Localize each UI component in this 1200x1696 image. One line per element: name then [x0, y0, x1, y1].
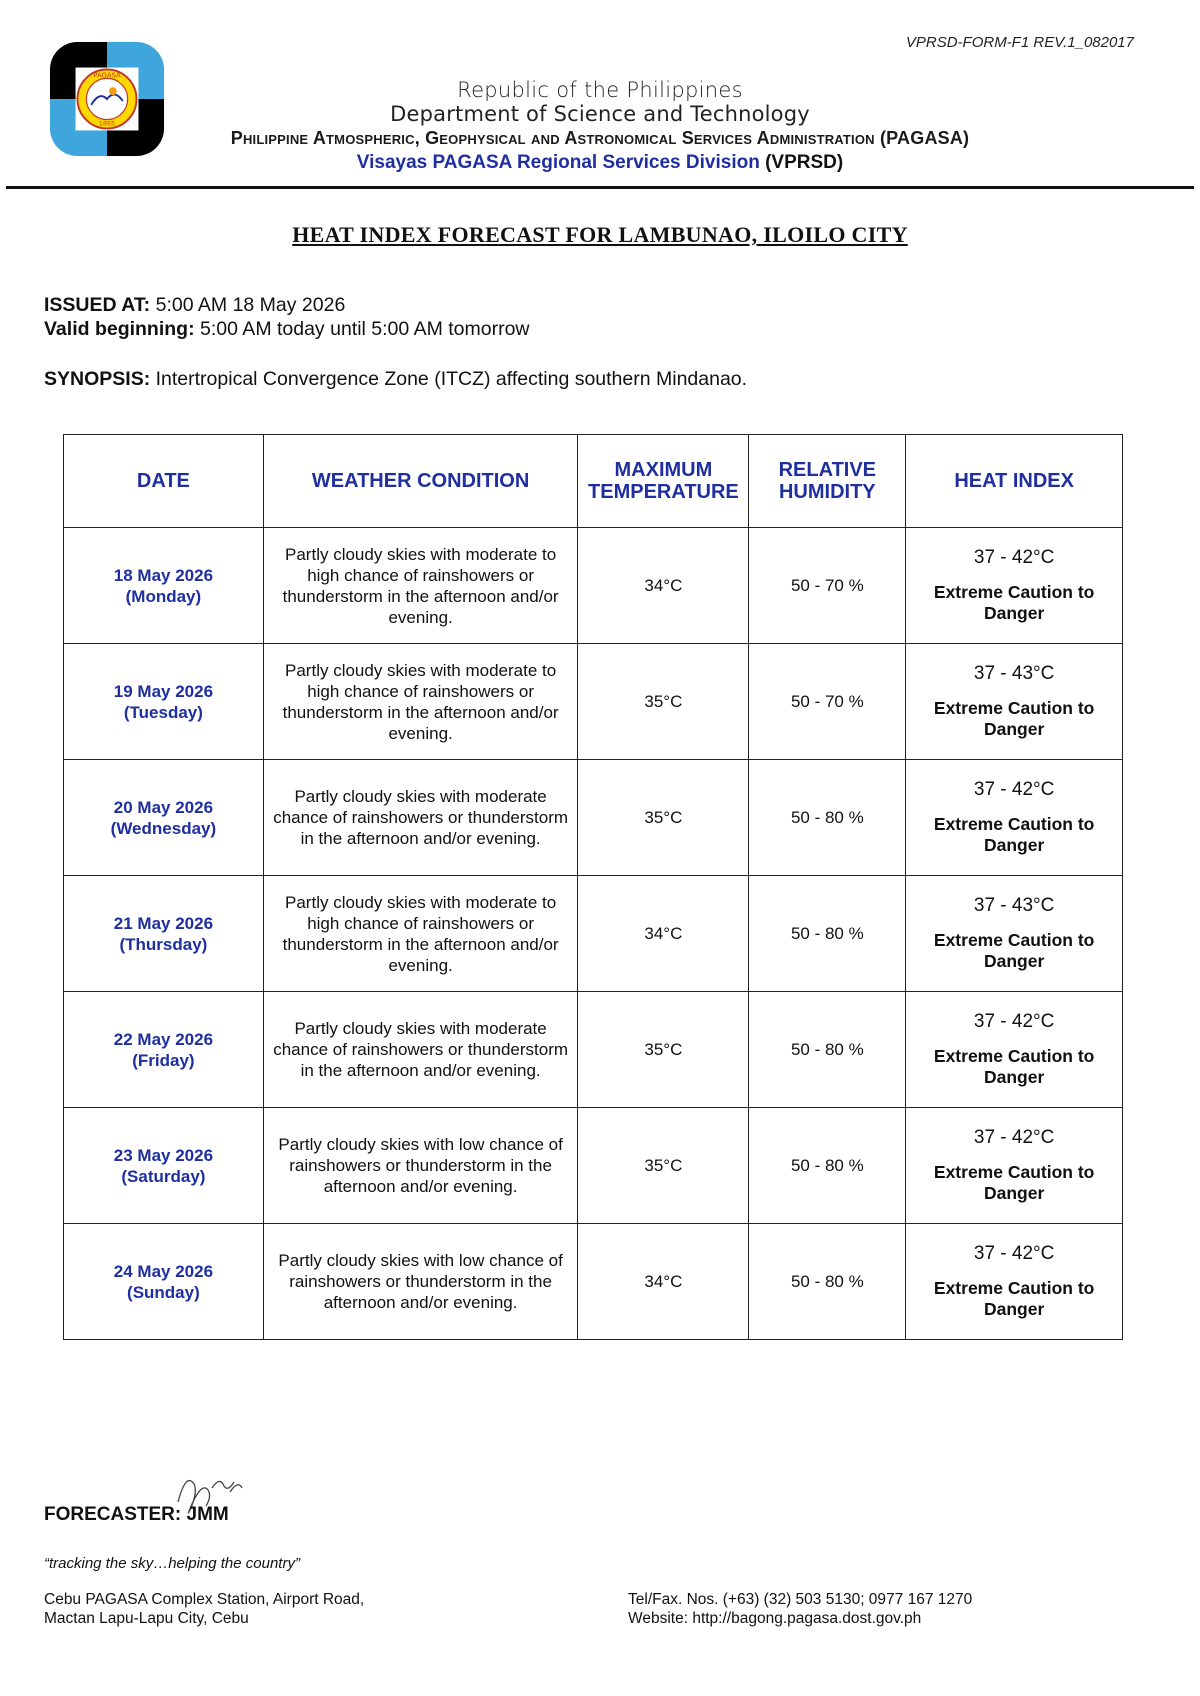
- heat-index-value: 37 - 43°C: [973, 895, 1055, 916]
- day-text: (Wednesday): [110, 818, 217, 838]
- day-text: (Tuesday): [123, 702, 203, 722]
- form-code: VPRSD-FORM-F1 REV.1_082017: [905, 34, 1134, 51]
- date-cell: [64, 1108, 264, 1224]
- date-cell: [64, 644, 264, 760]
- day-text: (Monday): [125, 586, 202, 606]
- condition-cell: Partly cloudy skies with moderate chance of rainshowers or thunderstorm in the afternoon and/or evening.: [263, 760, 578, 876]
- heat-index-value: 37 - 42°C: [973, 1011, 1055, 1032]
- heat-index-cell: [906, 760, 1123, 876]
- logo-text-bottom: 1865: [98, 119, 116, 128]
- heat-index-class: Extreme Caution to Danger: [933, 1278, 1095, 1319]
- heat-index-class: Extreme Caution to Danger: [933, 930, 1095, 971]
- heat-index-cell: [906, 644, 1123, 760]
- synopsis-label: SYNOPSIS:: [44, 368, 151, 390]
- table-row: [64, 644, 1123, 760]
- table-row: [64, 528, 1123, 644]
- day-text: (Sunday): [127, 1282, 200, 1302]
- heat-index-value: 37 - 42°C: [973, 1243, 1055, 1264]
- header-divider: [6, 186, 1194, 189]
- address-line-1: Cebu PAGASA Complex Station, Airport Road,: [44, 1591, 365, 1608]
- col-header-max-temp: [578, 435, 749, 528]
- date-text: 22 May 2026: [113, 1029, 214, 1049]
- date-text: 19 May 2026: [113, 681, 214, 701]
- contact: [628, 1590, 972, 1628]
- rh-cell: 50 - 80 %: [749, 760, 906, 876]
- heat-index-cell: [906, 1224, 1123, 1340]
- date-text: 23 May 2026: [113, 1145, 214, 1165]
- date-text: 20 May 2026: [113, 797, 214, 817]
- contact-line-2: Website: http://bagong.pagasa.dost.gov.ph: [628, 1610, 922, 1627]
- max-temp-cell: 34°C: [578, 1224, 749, 1340]
- header-line-4: [150, 152, 1050, 174]
- date-cell: [64, 760, 264, 876]
- max-temp-cell: 35°C: [578, 1108, 749, 1224]
- day-text: (Friday): [132, 1050, 195, 1070]
- heat-index-cell: [906, 1108, 1123, 1224]
- header-line-3: Philippine Atmospheric, Geophysical and Astronomical Services Administration (PAGASA): [230, 128, 970, 148]
- max-temp-cell: 35°C: [578, 992, 749, 1108]
- logo-text-top: PAGASA: [93, 71, 121, 80]
- condition-cell: Partly cloudy skies with low chance of rainshowers or thunderstorm in the afternoon and/or evening.: [263, 1224, 578, 1340]
- pagasa-logo: [48, 40, 166, 158]
- rh-cell: 50 - 80 %: [749, 876, 906, 992]
- synopsis-value: Intertropical Convergence Zone (ITCZ) affecting southern Mindanao.: [155, 368, 748, 390]
- heat-index-class: Extreme Caution to Danger: [933, 582, 1095, 623]
- max-temp-cell: 34°C: [578, 528, 749, 644]
- table-row: [64, 1224, 1123, 1340]
- rh-cell: 50 - 80 %: [749, 1224, 906, 1340]
- forecaster: FORECASTER: JMM: [44, 1504, 229, 1525]
- table-row: [64, 1108, 1123, 1224]
- document-title: HEAT INDEX FORECAST FOR LAMBUNAO, ILOILO CITY: [292, 222, 908, 247]
- day-text: (Thursday): [119, 934, 208, 954]
- issued-label: ISSUED AT:: [44, 294, 151, 316]
- rh-cell: 50 - 80 %: [749, 992, 906, 1108]
- condition-cell: Partly cloudy skies with moderate chance of rainshowers or thunderstorm in the afternoon and/or evening.: [263, 992, 578, 1108]
- heat-index-class: Extreme Caution to Danger: [933, 814, 1095, 855]
- date-text: 24 May 2026: [113, 1261, 214, 1281]
- table-row: [64, 760, 1123, 876]
- date-cell: [64, 992, 264, 1108]
- col-header-rh: [749, 435, 906, 528]
- table-header-row: [64, 435, 1123, 528]
- date-cell: [64, 1224, 264, 1340]
- valid-label: Valid beginning:: [44, 318, 195, 340]
- issued-value: 5:00 AM 18 May 2026: [155, 294, 346, 316]
- rh-cell: 50 - 70 %: [749, 644, 906, 760]
- date-text: 21 May 2026: [113, 913, 214, 933]
- col-header-date: DATE: [64, 435, 264, 528]
- heat-index-value: 37 - 42°C: [973, 1127, 1055, 1148]
- rh-cell: 50 - 70 %: [749, 528, 906, 644]
- contact-line-1: Tel/Fax. Nos. (+63) (32) 503 5130; 0977 167 1270: [628, 1591, 973, 1608]
- heat-index-cell: [906, 876, 1123, 992]
- col-header-condition: WEATHER CONDITION: [263, 435, 578, 528]
- condition-cell: Partly cloudy skies with low chance of rainshowers or thunderstorm in the afternoon and/or evening.: [263, 1108, 578, 1224]
- max-temp-cell: 35°C: [578, 644, 749, 760]
- issued-line: [44, 294, 345, 317]
- rh-header-2: HUMIDITY: [778, 481, 876, 503]
- heat-index-class: Extreme Caution to Danger: [933, 1162, 1095, 1203]
- date-text: 18 May 2026: [113, 565, 214, 585]
- max-temp-cell: 34°C: [578, 876, 749, 992]
- header-line-2: Department of Science and Technology: [390, 102, 810, 126]
- date-cell: [64, 876, 264, 992]
- valid-line: [44, 318, 530, 341]
- heat-index-value: 37 - 43°C: [973, 663, 1055, 684]
- address: [44, 1590, 364, 1628]
- division-acronym: (VPRSD): [765, 152, 844, 173]
- rh-header-1: RELATIVE: [778, 459, 877, 481]
- table-row: [64, 876, 1123, 992]
- table-row: [64, 992, 1123, 1108]
- rh-cell: 50 - 80 %: [749, 1108, 906, 1224]
- heat-index-cell: [906, 992, 1123, 1108]
- max-temp-cell: 35°C: [578, 760, 749, 876]
- col-header-heat-index: HEAT INDEX: [906, 435, 1123, 528]
- header-line-1: Republic of the Philippines: [457, 78, 743, 102]
- condition-cell: Partly cloudy skies with moderate to high chance of rainshowers or thunderstorm in the afternoon and/or evening.: [263, 528, 578, 644]
- max-temp-header-2: TEMPERATURE: [588, 481, 739, 503]
- heat-index-value: 37 - 42°C: [973, 547, 1055, 568]
- day-text: (Saturday): [121, 1166, 206, 1186]
- date-cell: [64, 528, 264, 644]
- synopsis-line: [44, 368, 747, 391]
- heat-index-class: Extreme Caution to Danger: [933, 698, 1095, 739]
- max-temp-header-1: MAXIMUM: [614, 459, 713, 481]
- condition-cell: Partly cloudy skies with moderate to high chance of rainshowers or thunderstorm in the afternoon and/or evening.: [263, 876, 578, 992]
- heat-index-class: Extreme Caution to Danger: [933, 1046, 1095, 1087]
- heat-index-value: 37 - 42°C: [973, 779, 1055, 800]
- tagline: “tracking the sky…helping the country”: [44, 1555, 300, 1572]
- forecast-table: [63, 434, 1123, 1340]
- condition-cell: Partly cloudy skies with moderate to high chance of rainshowers or thunderstorm in the afternoon and/or evening.: [263, 644, 578, 760]
- heat-index-cell: [906, 528, 1123, 644]
- valid-value: 5:00 AM today until 5:00 AM tomorrow: [200, 318, 530, 340]
- division-name: Visayas PAGASA Regional Services Division: [356, 152, 760, 173]
- address-line-2: Mactan Lapu-Lapu City, Cebu: [44, 1610, 249, 1627]
